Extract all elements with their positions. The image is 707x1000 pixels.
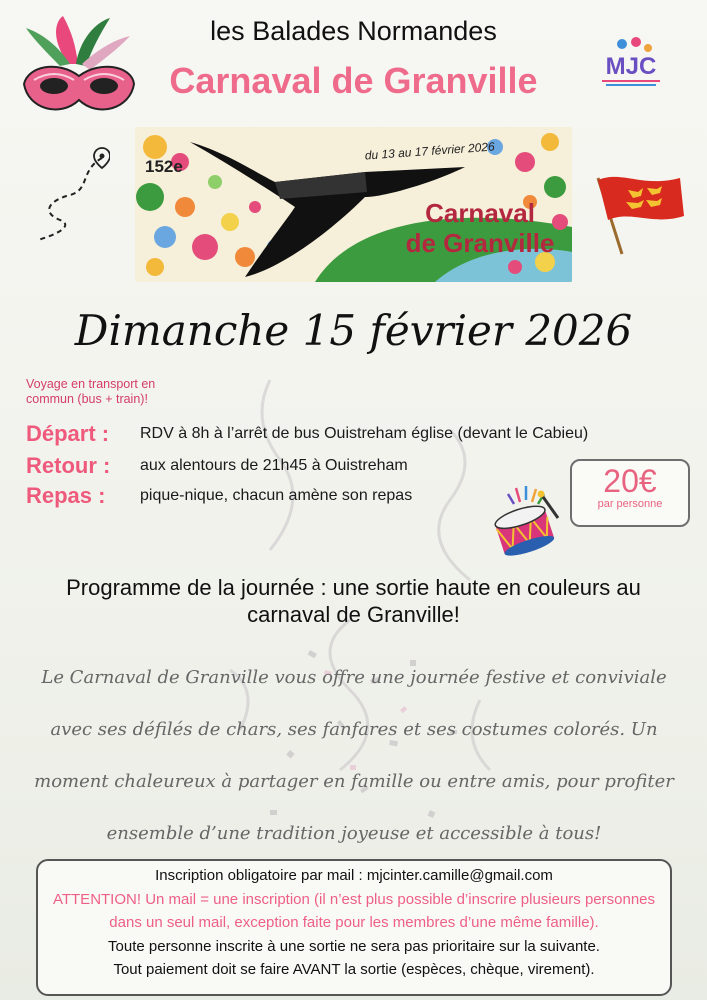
date-heading: Dimanche 15 février 2026 [74,306,633,355]
retour-label: Retour : [26,453,111,478]
depart-value: RDV à 8h à l’arrêt de bus Ouistreham église (devant le Cabieu) [140,425,589,442]
mjc-logo [592,30,670,90]
event-title: Carnaval de Granville [169,60,538,101]
program-title: Programme de la journée : une sortie haute en couleurs au carnaval de Granville! [66,575,641,627]
banner-title-line1: Carnaval [425,198,535,228]
carnival-banner [135,127,572,282]
banner-dates: du 13 au 17 février 2026 [364,139,496,163]
repas-value: pique-nique, chacun amène son repas [140,487,413,504]
drum-icon [486,484,566,556]
notice-payment-line: Tout paiement doit se faire AVANT la sortie (espèces, chèque, virement). [113,961,595,978]
carnival-mask-icon [18,14,140,126]
registration-notice [36,859,672,996]
mjc-logo-icon [592,30,670,90]
price-amount: 20€ [603,463,657,499]
notice-warning-line: ATTENTION! Un mail = une inscription (il n’est plus possible d’inscrire plusieurs personnes dans un seul mail, exception faite pour les membres d’une même famille). [52,890,656,931]
depart-label: Départ : [26,421,110,446]
repas-label: Repas : [26,483,106,508]
price-box [570,459,690,527]
retour-value: aux alentours de 21h45 à Ouistreham [140,457,408,474]
logo-text: MJC [605,53,657,80]
price-unit: par personne [597,498,663,510]
notice-priority-line: Toute personne inscrite à une sortie ne sera pas prioritaire sur la suivante. [108,937,600,955]
banner-title-line2: de Granville [405,228,555,258]
dotted-path-icon [30,140,110,245]
description-text: Le Carnaval de Granville vous offre une journée festive et conviviale avec ses défilés de chars, ses fanfares et ses costumes colorés. Un moment chaleureux à partager en famille ou entre amis, pour profiter ensemble d’une tradition joyeuse et accessible à tous! [34,667,674,844]
notice-email-line: Inscription obligatoire par mail : mjcinter.camille@gmail.com [155,867,553,884]
normandy-flag-icon [592,170,687,255]
series-title: les Balades Normandes [210,16,497,46]
transport-note: Voyage en transport en commun (bus + train)! [26,377,156,406]
banner-edition: 152e [145,157,183,176]
